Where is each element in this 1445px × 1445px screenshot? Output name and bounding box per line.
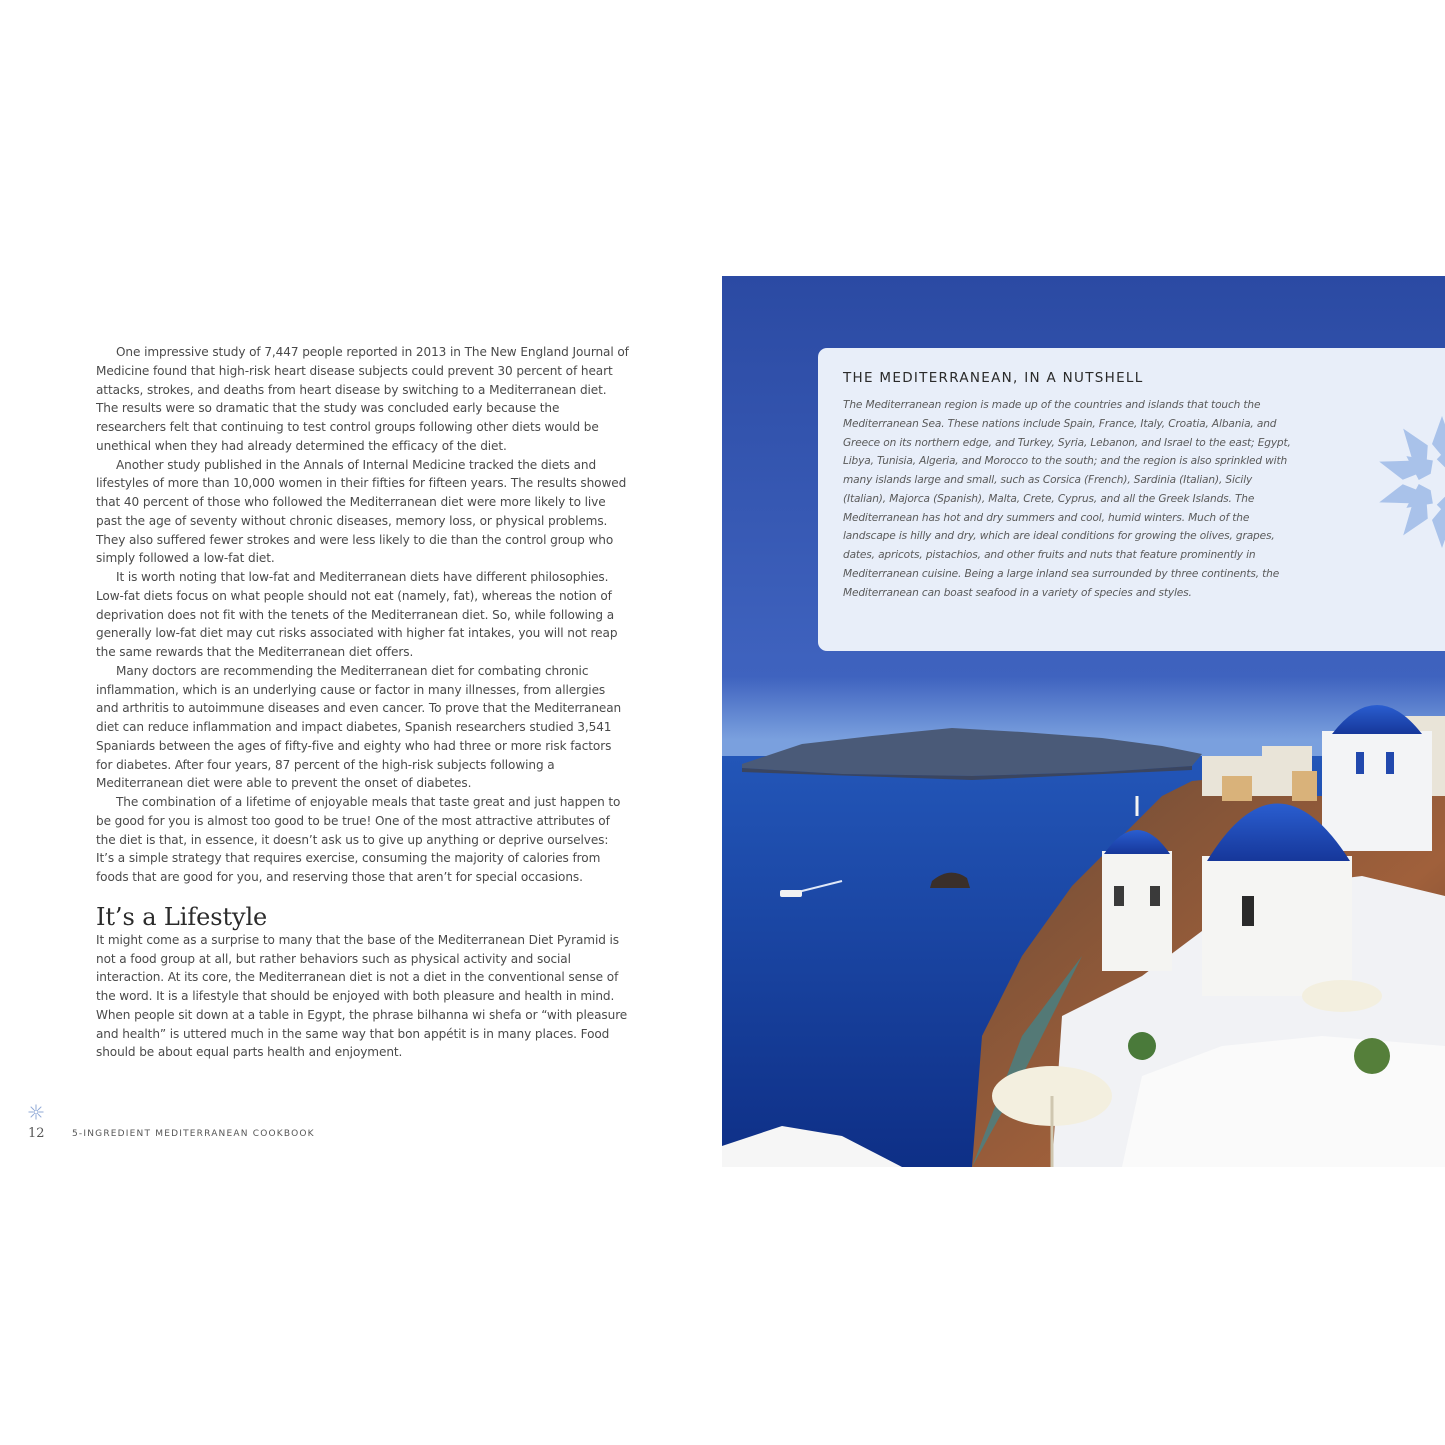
right-page — [722, 276, 1445, 1167]
sidebar-box — [818, 348, 1445, 651]
flower-ornament-icon — [1362, 412, 1445, 552]
snowflake-ornament-icon — [28, 1104, 44, 1120]
running-footer: 5-INGREDIENT MEDITERRANEAN COOKBOOK — [72, 1129, 315, 1139]
paragraph: It is worth noting that low-fat and Mediterranean diets have different philosophies. Low-fat diets focus on what people should not eat (namely, fat), whereas the notion of deprivation does not fit with the tenets of the Mediterranean diet. So, while following a generally low-fat diet may cut risks associated with higher fat intakes, you will not reap the same rewards that the Mediterranean diet offers. — [96, 570, 618, 659]
page-number: 12 — [28, 1126, 45, 1141]
body-text — [96, 343, 629, 1062]
paragraph: Another study published in the Annals of Internal Medicine tracked the diets and lifestyles of more than 10,000 women in their fifties for fifteen years. The results showed that 40 percent of those who followed the Mediterranean diet were more likely to live past the age of seventy without chronic diseases, memory loss, or physical problems. They also suffered fewer strokes and were less likely to die than the control group who simply followed a low-fat diet. — [96, 457, 627, 566]
paragraph: One impressive study of 7,447 people reported in 2013 in The New England Journal of Medicine found that high-risk heart disease subjects could prevent 30 percent of heart attacks, strokes, and deaths from heart disease by switching to a Mediterranean diet. The results were so dramatic that the study was concluded early because the researchers felt that continuing to test control groups following other diets would be unethical when they had already determined the efficacy of the diet. — [96, 345, 629, 453]
paragraph: Many doctors are recommending the Mediterranean diet for combating chronic inflammation, which is an underlying cause or factor in many illnesses, from allergies and arthritis to autoimmune diseases and even cancer. To prove that the Mediterranean diet can reduce inflammation and impact diabetes, Spanish researchers studied 3,541 Spaniards between the ages of fifty-five and eighty who had three or more risk factors for diabetes. After four years, 87 percent of the high-risk subjects following a Mediterranean diet were able to prevent the onset of diabetes. — [96, 663, 622, 791]
section-heading: It’s a Lifestyle — [96, 902, 268, 931]
left-page — [0, 0, 722, 1445]
paragraph: It might come as a surprise to many that the base of the Mediterranean Diet Pyramid is not a food group at all, but rather behaviors such as physical activity and social interaction. At its core, the Mediterranean diet is not a diet in the conventional sense of the word. It is a lifestyle that should be enjoyed with both pleasure and health in mind. When people sit down at a table in Egypt, the phrase bilhanna wi shefa or “with pleasure and health” is uttered much in the same way that bon appétit is in many places. Food should be about equal parts health and enjoyment. — [96, 932, 628, 1060]
sidebar-body: The Mediterranean region is made up of the countries and islands that touch the Mediterranean Sea. These nations include Spain, France, Italy, Croatia, Albania, and Greece on its northern edge, and Turkey, Syria, Lebanon, and Israel to the east; Egypt, Libya, Tunisia, Algeria, and Morocco to the south; and the region is also sprinkled with many islands large and small, such as Corsica (French), Sardinia (Italian), Sicily (Italian), Majorca (Spanish), Malta, Crete, Cyprus, and all the Greek Islands. The Mediterranean has hot and dry summers and cool, humid winters. Much of the landscape is hilly and dry, which are ideal conditions for growing the olives, grapes, dates, apricots, pistachios, and other fruits and nuts that feature prominently in Mediterranean cuisine. Being a large inland sea surrounded by three continents, the Mediterranean can boast seafood in a variety of species and styles. — [843, 399, 1291, 599]
paragraph: The combination of a lifetime of enjoyable meals that taste great and just happen to be good for you is almost too good to be true! One of the most attractive attributes of the diet is that, in essence, it doesn’t ask us to give up anything or deprive ourselves: It’s a simple strategy that requires exercise, consuming the majority of calories from foods that are good for you, and reserving those that aren’t for special occasions. — [96, 795, 621, 884]
sidebar-title: THE MEDITERRANEAN, IN A NUTSHELL — [843, 370, 1144, 386]
